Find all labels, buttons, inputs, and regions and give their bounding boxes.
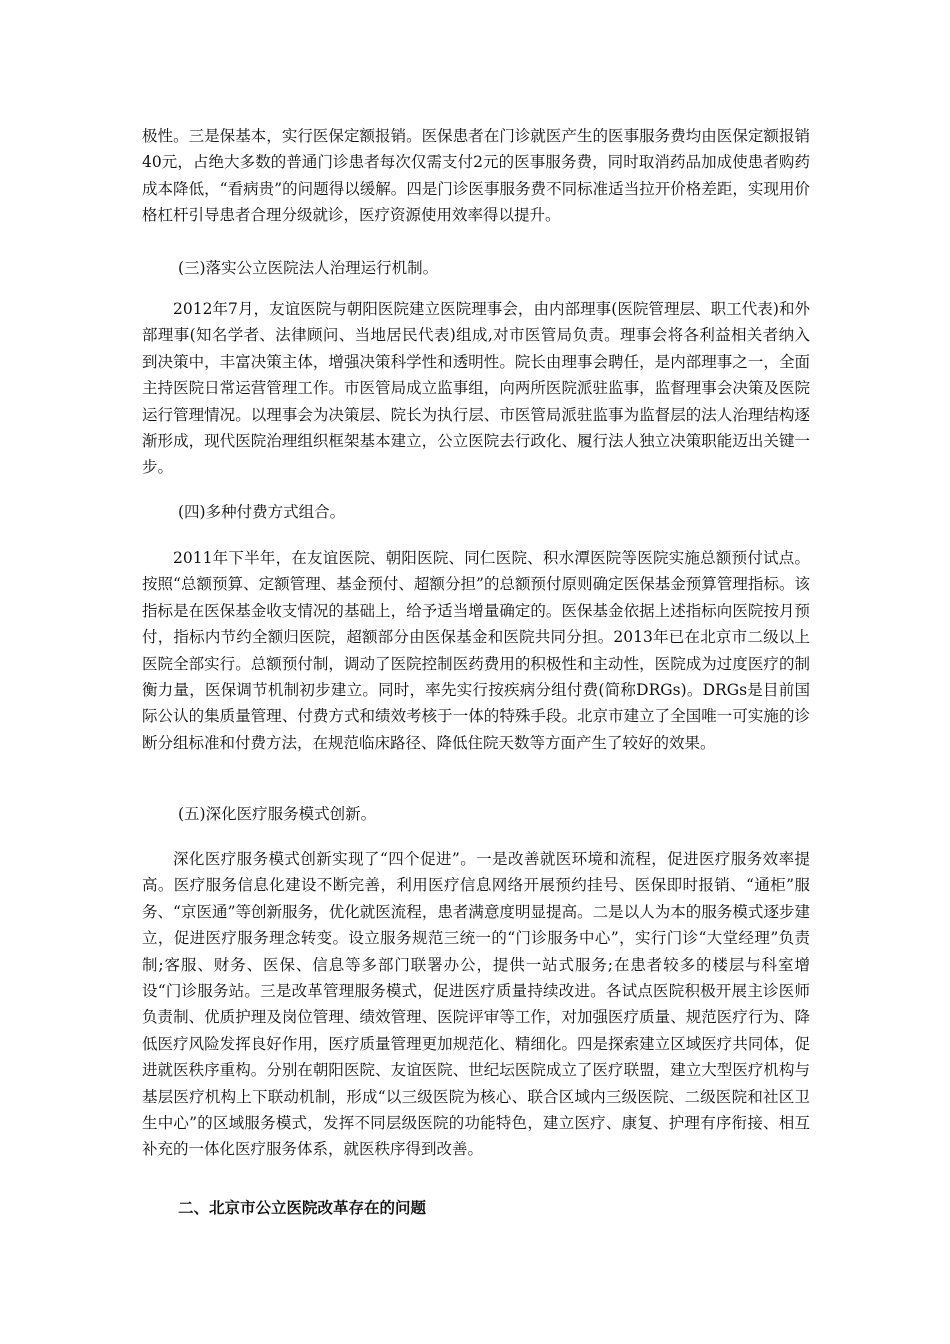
paragraph-hospital-council: 2012年7月，友谊医院与朝阳医院建立医院理事会，由内部理事(医院管理层、职工代表)和外部理事(知名学者、法律顾问、当地居民代表)组成,对市医管局负责。理事会将各利益相关者纳入到决策中，丰富决策主体，增强决策科学性和透明性。院长由理事会聘任，是内部理事之一，全面主持医院日常运营管理工作。市医管局成立监事组，向两所医院派驻监事，监督理事会决策及医院运行管理情况。以理事会为决策层、院长为执行层、市医管局派驻监事为监督层的法人治理结构逐渐形成，现代医院治理组织框架基本建立，公立医院去行政化、履行法人独立决策职能迈出关键一步。 bbox=[142, 300, 810, 477]
paragraph-service-innovation: 深化医疗服务模式创新实现了“四个促进”。一是改善就医环境和流程，促进医疗服务效率提高。医疗服务信息化建设不断完善，利用医疗信息网络开展预约挂号、医保即时报销、“通柜”服务、“京医通”等创新服务，优化就医流程，患者满意度明显提高。二是以人为本的服务模式逐步建立，促进医疗服务理念转变。设立服务规范三统一的“门诊服务中心”，实行门诊“大堂经理”负责制;客服、财务、医保、信息等多部门联署办公，提供一站式服务;在患者较多的楼层与科室增设“门诊服务站。三是改革管理服务模式，促进医疗质量持续改进。各试点医院积极开展主诊医师负责制、优质护理及岗位管理、绩效管理、医院评审等工作，对加强医疗质量、规范医疗行为、降低医疗风险发挥良好作用，医疗质量管理更加规范化、精细化。四是探索建立区域医疗共同体，促进就医秩序重构。分别在朝阳医院、友谊医院、世纪坛医院成立了医疗联盟，建立大型医疗机构与基层医疗机构上下联动机制，形成“以三级医院为核心、联合区域内三级医院、二级医院和社区卫生中心”的区域服务模式，发挥不同层级医院的功能特色，建立医疗、康复、护理有序衔接、相互补充的一体化医疗服务体系，就医秩序得到改善。 bbox=[142, 850, 810, 1159]
paragraph-basic-insurance: 极性。三是保基本，实行医保定额报销。医保患者在门诊就医产生的医事服务费均由医保定额报销40元，占绝大多数的普通门诊患者每次仅需支付2元的医事服务费，同时取消药品加成使患者购药成本降低，“看病贵”的问题得以缓解。四是门诊医事服务费不同标准适当拉开价格差距，实现用价格杠杆引导患者合理分级就诊，医疗资源使用效率得以提升。 bbox=[142, 127, 810, 225]
subheading-legal-governance: (三)落实公立医院法人治理运行机制。 bbox=[178, 259, 439, 277]
section-heading-problems: 二、北京市公立医院改革存在的问题 bbox=[178, 1199, 427, 1217]
subheading-payment-methods: (四)多种付费方式组合。 bbox=[178, 503, 346, 521]
subheading-service-model: (五)深化医疗服务模式创新。 bbox=[178, 805, 377, 823]
paragraph-total-prepayment: 2011年下半年，在友谊医院、朝阳医院、同仁医院、积水潭医院等医院实施总额预付试点。按照“总额预算、定额管理、基金预付、超额分担”的总额预付原则确定医保基金预算管理指标。该指标是在医保基金收支情况的基础上，给予适当增量确定的。医保基金依据上述指标向医院按月预付，指标内节约全额归医院，超额部分由医保基金和医院共同分担。2013年已在北京市二级以上医院全部实行。总额预付制，调动了医院控制医药费用的积极性和主动性，医院成为过度医疗的制衡力量，医保调节机制初步建立。同时，率先实行按疾病分组付费(简称DRGs)。DRGs是目前国际公认的集质量管理、付费方式和绩效考核于一体的特殊手段。北京市建立了全国唯一可实施的诊断分组标准和付费方法，在规范临床路径、降低住院天数等方面产生了较好的效果。 bbox=[142, 549, 810, 752]
